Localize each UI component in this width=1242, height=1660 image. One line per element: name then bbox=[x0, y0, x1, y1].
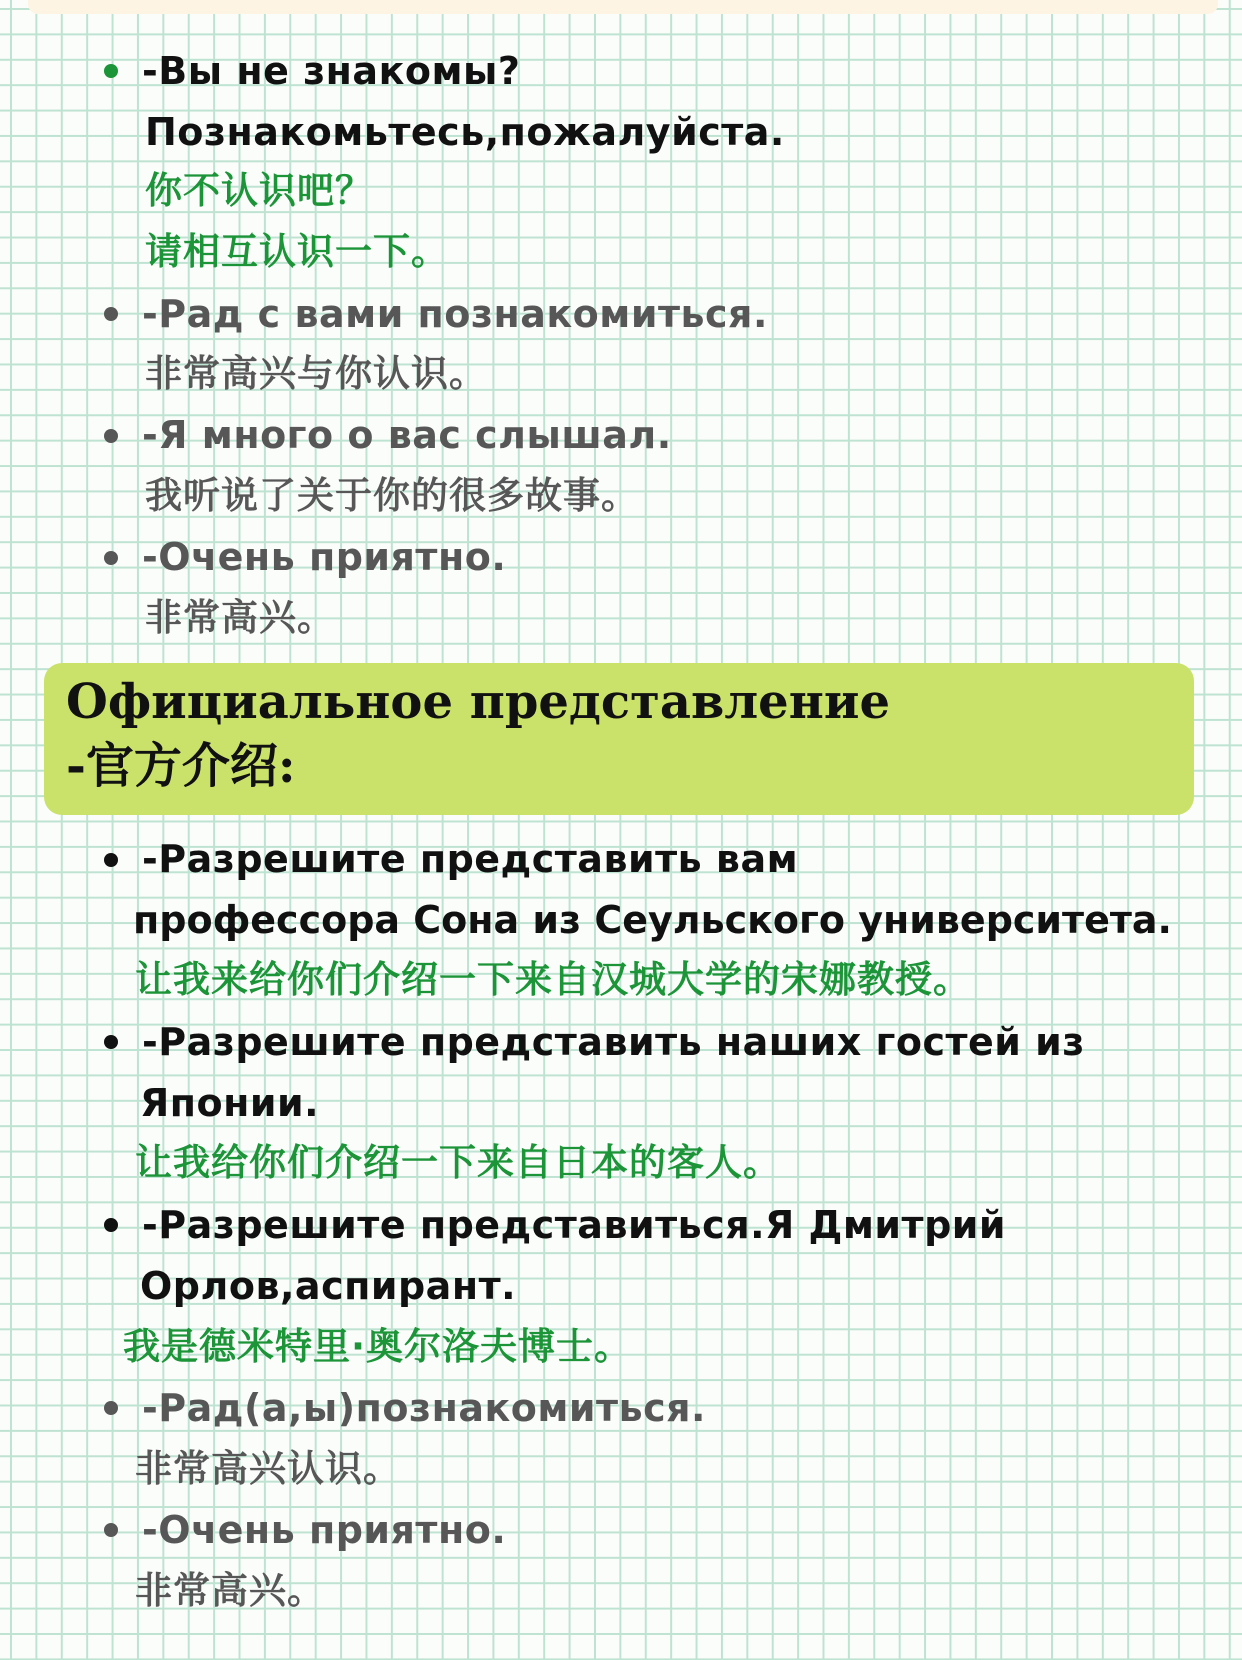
phrase-ru: -Рад(а,ы)познакомиться. bbox=[142, 1386, 706, 1430]
bullet bbox=[104, 853, 118, 867]
bullet bbox=[104, 307, 118, 321]
phrase-zh: 非常高兴。 bbox=[135, 1569, 325, 1612]
phrase-ru: Орлов,аспирант. bbox=[140, 1264, 517, 1308]
phrase-ru: -Вы не знакомы? bbox=[142, 49, 521, 93]
banner-title-zh: -官方介绍: bbox=[66, 738, 296, 794]
phrase-ru: -Очень приятно. bbox=[142, 1508, 507, 1552]
phrase-zh: 你不认识吧？ bbox=[145, 169, 373, 212]
top-strip bbox=[28, 0, 1218, 14]
section-banner bbox=[44, 663, 1194, 815]
bullet bbox=[104, 551, 118, 565]
phrase-zh: 让我来给你们介绍一下来自汉城大学的宋娜教授。 bbox=[135, 958, 971, 1001]
bullet bbox=[104, 429, 118, 443]
bullet bbox=[104, 1218, 118, 1232]
phrase-ru: -Разрешите представиться.Я Дмитрий bbox=[142, 1203, 1007, 1247]
phrase-ru: Японии. bbox=[140, 1081, 320, 1125]
phrase-zh: 非常高兴认识。 bbox=[135, 1447, 401, 1490]
phrase-zh: 我听说了关于你的很多故事。 bbox=[145, 474, 639, 517]
bullet bbox=[104, 64, 118, 78]
phrase-ru: -Я много о вас слышал. bbox=[142, 413, 672, 457]
phrase-zh: 非常高兴与你认识。 bbox=[145, 352, 487, 395]
bullet bbox=[104, 1523, 118, 1537]
phrase-zh: 我是德米特里·奥尔洛夫博士。 bbox=[123, 1325, 633, 1368]
phrase-ru: -Рад с вами познакомиться. bbox=[142, 292, 768, 336]
banner-title-ru: Официальное представление bbox=[66, 674, 890, 730]
bullet bbox=[104, 1035, 118, 1049]
phrase-zh: 请相互认识一下。 bbox=[145, 230, 449, 273]
phrase-ru: -Очень приятно. bbox=[142, 535, 507, 579]
phrase-ru: -Разрешите представить вам bbox=[142, 837, 799, 881]
phrase-zh: 让我给你们介绍一下来自日本的客人。 bbox=[135, 1141, 781, 1184]
phrase-ru: Познакомьтесь,пожалуйста. bbox=[145, 110, 785, 154]
bullet bbox=[104, 1401, 118, 1415]
phrase-zh: 非常高兴。 bbox=[145, 596, 335, 639]
phrase-ru: профессора Сона из Сеульского университета. bbox=[133, 898, 1172, 942]
phrase-ru: -Разрешите представить наших гостей из bbox=[142, 1020, 1085, 1064]
